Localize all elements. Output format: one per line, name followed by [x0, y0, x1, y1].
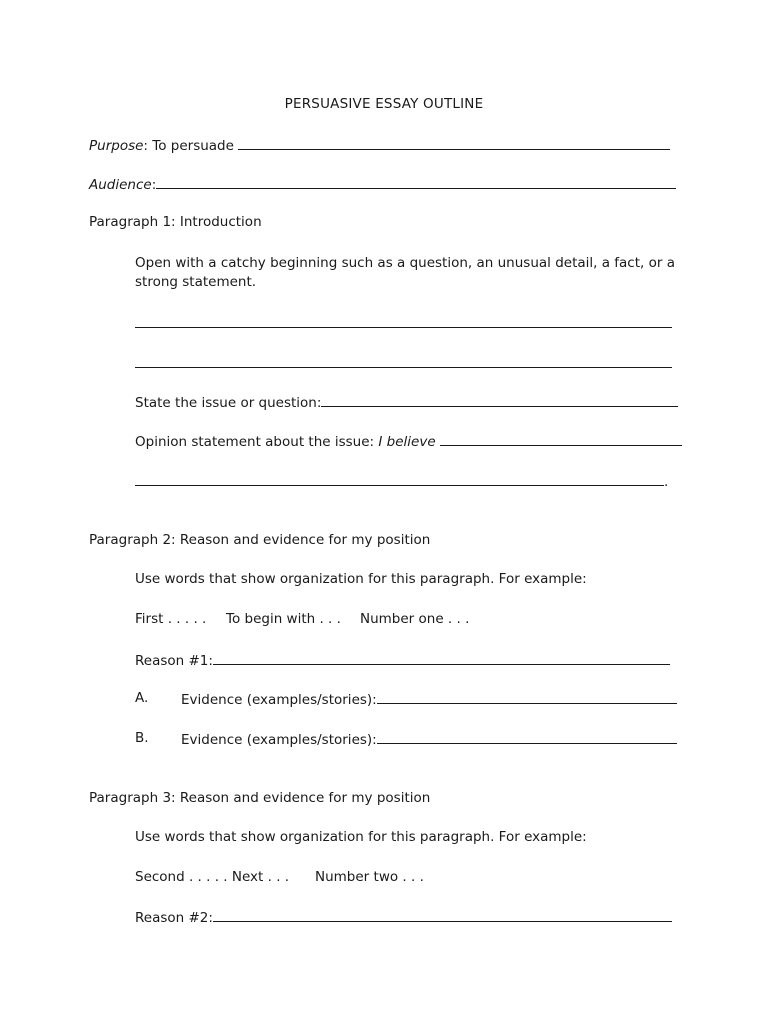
- paragraph3-example-2: Number two . . .: [315, 869, 424, 885]
- reason1-blank[interactable]: [213, 650, 670, 665]
- paragraph1-instruction-line2: strong statement.: [135, 274, 257, 290]
- evidence-a-label: Evidence (examples/stories):: [181, 692, 377, 708]
- evidence-b-label: Evidence (examples/stories):: [181, 732, 377, 748]
- audience-blank[interactable]: [156, 174, 676, 189]
- reason2-label: Reason #2:: [135, 910, 213, 926]
- evidence-a-row: [181, 689, 677, 707]
- reason1-row: [135, 650, 670, 668]
- audience-row: [89, 174, 676, 192]
- issue-blank[interactable]: [321, 392, 678, 407]
- opinion-continuation-blank[interactable]: [135, 471, 664, 486]
- page-title: PERSUASIVE ESSAY OUTLINE: [284, 96, 484, 112]
- paragraph2-instruction: Use words that show organization for this paragraph. For example:: [135, 571, 587, 587]
- audience-label: Audience: [89, 177, 152, 193]
- evidence-a-marker: A.: [135, 690, 149, 706]
- purpose-label: Purpose: [89, 138, 144, 154]
- paragraph2-example-1: First . . . . .: [135, 611, 207, 627]
- paragraph2-heading: Paragraph 2: Reason and evidence for my position: [89, 532, 431, 548]
- opinion-period: .: [664, 474, 669, 490]
- paragraph3-instruction: Use words that show organization for this paragraph. For example:: [135, 829, 587, 845]
- paragraph1-heading: Paragraph 1: Introduction: [89, 214, 262, 230]
- purpose-row: [89, 135, 670, 153]
- purpose-text: : To persuade: [143, 138, 239, 154]
- paragraph3-example-1: Second . . . . . Next . . .: [135, 869, 290, 885]
- issue-label: State the issue or question:: [135, 395, 322, 411]
- opinion-italic: I believe: [378, 434, 440, 450]
- reason1-label: Reason #1:: [135, 653, 213, 669]
- evidence-b-row: [181, 729, 677, 747]
- introduction-blank-line-2[interactable]: [135, 367, 672, 368]
- audience-text: :: [151, 177, 157, 193]
- evidence-b-marker: B.: [135, 730, 149, 746]
- opinion-blank[interactable]: [440, 431, 682, 446]
- opinion-row: [135, 431, 682, 449]
- introduction-blank-line-1[interactable]: [135, 327, 672, 328]
- opinion-label: Opinion statement about the issue:: [135, 434, 379, 450]
- reason2-row: [135, 907, 672, 925]
- paragraph2-example-2: To begin with . . .: [226, 611, 341, 627]
- issue-row: [135, 392, 678, 410]
- reason2-blank[interactable]: [213, 907, 672, 922]
- paragraph3-heading: Paragraph 3: Reason and evidence for my position: [89, 790, 431, 806]
- paragraph1-instruction-line1: Open with a catchy beginning such as a question, an unusual detail, a fact, or a: [135, 255, 675, 271]
- purpose-blank[interactable]: [238, 135, 670, 150]
- evidence-a-blank[interactable]: [377, 689, 677, 704]
- evidence-b-blank[interactable]: [377, 729, 677, 744]
- paragraph2-example-3: Number one . . .: [360, 611, 470, 627]
- opinion-continuation-row: [135, 471, 668, 489]
